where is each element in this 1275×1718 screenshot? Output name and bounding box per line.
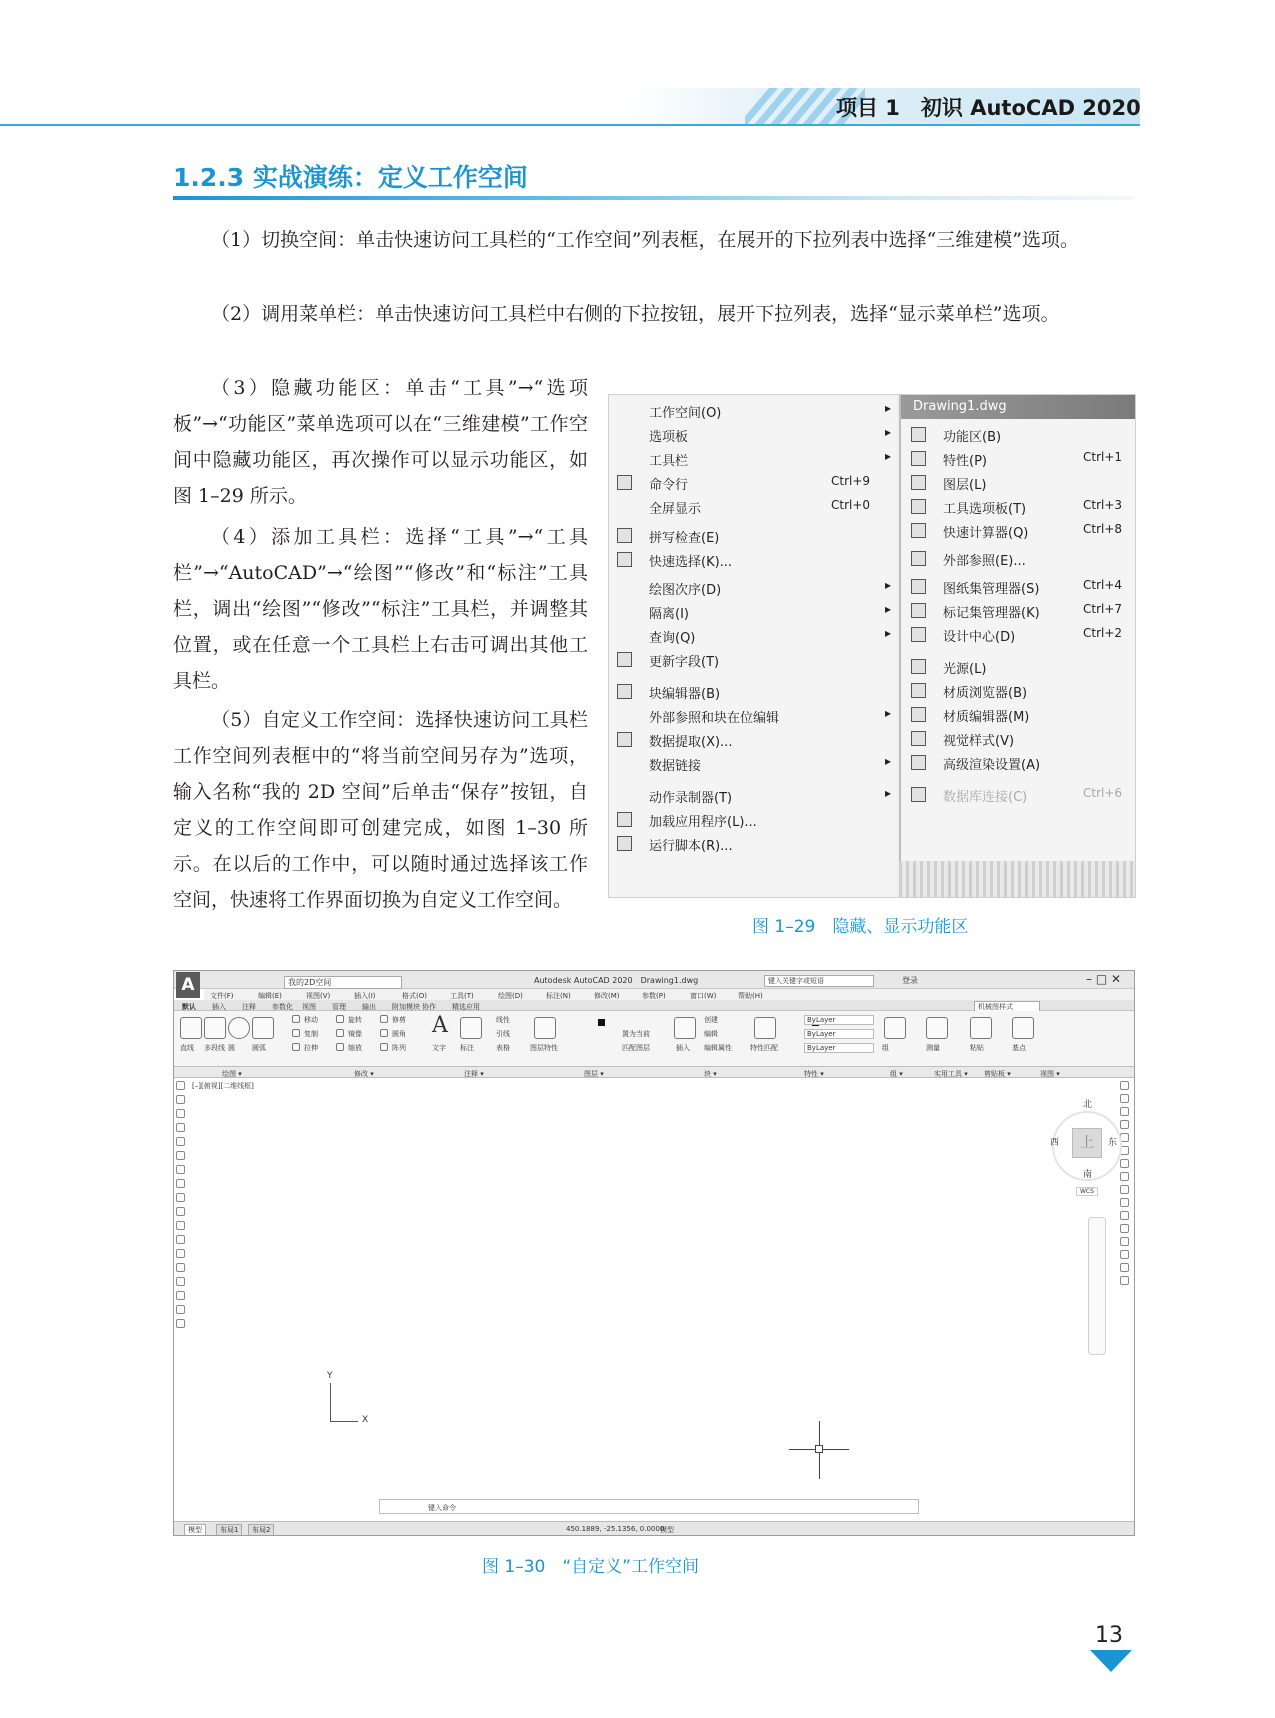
- palettes-submenu: [899, 395, 1136, 898]
- block-tool-label[interactable]: 编辑属性: [704, 1044, 732, 1052]
- menubar-item[interactable]: 插入(I): [354, 992, 376, 1000]
- submenu-item-shortcut: Ctrl+4: [1083, 578, 1123, 592]
- submenu-item-icon: [911, 755, 926, 770]
- paragraph-5: （5）自定义工作空间：选择快速访问工具栏工作空间列表框中的“将当前空间另存为”选项，输入名称“我的 2D 空间”后单击“保存”按钮，自定义的工作空间即可创建完成，如图 1–30 所示。在以后的工作中，可以随时通过选择该工作空间，快速将工作界面切换为自定义工作空间。: [173, 709, 588, 911]
- stretch-icon[interactable]: [1120, 1185, 1129, 1194]
- submenu-item-icon: [911, 731, 926, 746]
- cad-titlebar: [174, 971, 1134, 989]
- annotation-tool-label[interactable]: 线性: [496, 1016, 510, 1024]
- submenu-item-icon: [911, 627, 926, 642]
- polyline-icon[interactable]: [176, 1109, 185, 1118]
- login-link[interactable]: 登录: [902, 976, 918, 985]
- page-marker-triangle: [1090, 1650, 1132, 1672]
- annotation-tool-label[interactable]: 文字: [432, 1044, 446, 1052]
- menubar-item[interactable]: 绘图(D): [498, 992, 523, 1000]
- submenu-item-icon: [911, 475, 926, 490]
- modify-tool-label[interactable]: 旋转: [348, 1016, 362, 1024]
- modify-tool-label[interactable]: 圆角: [392, 1030, 406, 1038]
- submenu-item[interactable]: [901, 753, 1136, 773]
- annotation-tool-label[interactable]: 标注: [460, 1044, 474, 1052]
- running-header: 项目 1 初识 AutoCAD 2020: [836, 96, 1141, 120]
- paragraph-4: （4）添加工具栏：选择“工具”→“工具栏”→“AutoCAD”→“绘图”“修改”和“标注”工具栏，调出“绘图”“修改”“标注”工具栏，并调整其位置，或在任意一个工具栏上右击可调出其他工具栏。: [173, 526, 588, 692]
- menu-item-label: 隔离(I): [649, 607, 689, 622]
- draw-tool-label[interactable]: 直线: [180, 1044, 194, 1052]
- menubar-item[interactable]: 文件(F): [210, 992, 234, 1000]
- submenu-item-label: 视觉样式(V): [943, 734, 1015, 749]
- ribbon-tab[interactable]: 默认: [182, 1003, 196, 1011]
- block-icon[interactable]: [176, 1249, 185, 1258]
- trim-icon[interactable]: [1120, 1198, 1129, 1207]
- submenu-item-label: 工具选项板(T): [943, 502, 1027, 517]
- menubar-item[interactable]: 参数(P): [642, 992, 666, 1000]
- paste-icon[interactable]: [970, 1017, 992, 1039]
- menu-item[interactable]: [609, 626, 897, 646]
- submenu-item[interactable]: [901, 425, 1136, 445]
- panel-title[interactable]: 绘图 ▾: [222, 1070, 242, 1078]
- insert-icon[interactable]: [176, 1235, 185, 1244]
- chamfer-icon[interactable]: [1120, 1250, 1129, 1259]
- window-controls[interactable]: – □ ✕: [1086, 972, 1122, 986]
- menu-item-icon: [617, 684, 632, 699]
- navigation-bar[interactable]: [1088, 1217, 1106, 1355]
- menu-item-label: 外部参照和块在位编辑: [649, 711, 780, 726]
- layer-tool-label[interactable]: 图层特性: [530, 1044, 558, 1052]
- circle-icon[interactable]: [176, 1165, 185, 1174]
- panel-title[interactable]: 实用工具 ▾: [934, 1070, 968, 1078]
- cad-menubar: [204, 989, 1134, 1000]
- submenu-item-icon: [911, 579, 926, 594]
- paragraph-2: （2）调用菜单栏：单击快速访问工具栏中右侧的下拉按钮，展开下拉列表，选择“显示菜单栏”选项。: [211, 303, 1060, 325]
- modify-tool-label[interactable]: 阵列: [392, 1044, 406, 1052]
- tool-label[interactable]: 粘贴: [970, 1044, 984, 1052]
- submenu-arrow-icon: ▸: [885, 425, 892, 439]
- submenu-item-shortcut: Ctrl+8: [1083, 522, 1123, 536]
- ribbon-tab[interactable]: 协作: [422, 1003, 436, 1011]
- rectangle-icon[interactable]: [176, 1137, 185, 1146]
- submenu-item-label: 光源(L): [943, 662, 987, 677]
- menu-item[interactable]: [609, 526, 897, 546]
- layer-properties-icon[interactable]: [534, 1017, 556, 1039]
- menu-item[interactable]: [609, 602, 897, 622]
- submenu-item-shortcut: Ctrl+1: [1083, 450, 1123, 464]
- submenu-item[interactable]: [901, 549, 1136, 569]
- ribbon-tab[interactable]: 管理: [332, 1003, 346, 1011]
- menubar-item[interactable]: 窗口(W): [690, 992, 717, 1000]
- tools-menu: [609, 395, 897, 898]
- gradient-icon[interactable]: [176, 1291, 185, 1300]
- submenu-item-shortcut: Ctrl+2: [1083, 626, 1123, 640]
- submenu-item-label: 设计中心(D): [943, 630, 1016, 645]
- ucs-y-label: Y: [327, 1371, 333, 1381]
- menu-item[interactable]: [609, 730, 897, 750]
- menu-item[interactable]: [609, 754, 897, 774]
- modify-tool-icon[interactable]: [380, 1043, 388, 1051]
- break-icon[interactable]: [1120, 1224, 1129, 1233]
- modify-tool-label[interactable]: 复制: [304, 1030, 318, 1038]
- submenu-item[interactable]: [901, 473, 1136, 493]
- submenu-item[interactable]: [901, 449, 1136, 469]
- menu-item[interactable]: [609, 550, 897, 570]
- menu-item-label: 选项板: [649, 430, 689, 445]
- submenu-item-icon: [911, 707, 926, 722]
- mirror-icon[interactable]: [1120, 1107, 1129, 1116]
- insert-block-icon[interactable]: [674, 1017, 696, 1039]
- modify-tool-label[interactable]: 镜像: [348, 1030, 362, 1038]
- block-tool-label[interactable]: 插入: [676, 1044, 690, 1052]
- caption-figure-1-30: 图 1–30 “自定义”工作空间: [482, 1557, 699, 1577]
- layer-color-swatch: [598, 1019, 605, 1026]
- block-tool-label[interactable]: 创建: [704, 1016, 718, 1024]
- ucs-x-axis: [330, 1421, 358, 1422]
- menu-item-label: 数据链接: [649, 759, 702, 774]
- menu-item-label: 快速选择(K)...: [649, 555, 733, 570]
- section-rule: [173, 196, 1135, 200]
- line-icon[interactable]: [176, 1081, 185, 1090]
- submenu-item-label: 外部参照(E)...: [943, 554, 1026, 569]
- submenu-item-label: 特性(P): [943, 454, 987, 469]
- search-input[interactable]: 键入关键字或短语: [764, 975, 874, 987]
- revcloud-icon[interactable]: [176, 1179, 185, 1188]
- line-tool-icon[interactable]: [180, 1017, 202, 1039]
- submenu-item-label: 数据库连接(C): [943, 790, 1028, 805]
- copy-icon[interactable]: [1120, 1094, 1129, 1103]
- status-bar: [174, 1521, 1134, 1535]
- crosshair-pickbox: [815, 1445, 823, 1453]
- menu-item-label: 更新字段(T): [649, 655, 720, 670]
- menu-item[interactable]: [609, 650, 897, 670]
- modify-tool-label[interactable]: 缩放: [348, 1044, 362, 1052]
- menu-item[interactable]: [609, 473, 897, 493]
- command-line[interactable]: [379, 1499, 919, 1514]
- menu-item-icon: [617, 528, 632, 543]
- ribbon-tab[interactable]: 视图: [302, 1003, 316, 1011]
- submenu-item-shortcut: Ctrl+3: [1083, 498, 1123, 512]
- submenu-item[interactable]: [901, 601, 1136, 621]
- submenu-item[interactable]: [901, 729, 1136, 749]
- property-tool-label[interactable]: 特性匹配: [750, 1044, 778, 1052]
- dimension-tool-icon[interactable]: [460, 1017, 482, 1039]
- ribbon: [174, 1011, 1134, 1067]
- workspace-dropdown[interactable]: 我的2D空间: [284, 976, 402, 989]
- submenu-item-icon: [911, 499, 926, 514]
- command-input[interactable]: 键入命令: [428, 1504, 456, 1512]
- menu-item[interactable]: [609, 401, 897, 421]
- ribbon-tab[interactable]: 插入: [212, 1003, 226, 1011]
- menubar-item[interactable]: 编辑(E): [258, 992, 282, 1000]
- menubar-item[interactable]: 修改(M): [594, 992, 620, 1000]
- menu-item-label: 工作空间(O): [649, 406, 722, 421]
- submenu-arrow-icon: ▸: [885, 449, 892, 463]
- submenu-item[interactable]: [901, 521, 1136, 541]
- draw-tool-label[interactable]: 圆: [228, 1044, 235, 1052]
- menu-item-label: 命令行: [649, 478, 689, 493]
- modify-tool-icon[interactable]: [336, 1015, 344, 1023]
- modify-tool-icon[interactable]: [292, 1015, 300, 1023]
- menu-item-label: 全屏显示: [649, 502, 702, 517]
- menubar-item[interactable]: 帮助(H): [738, 992, 763, 1000]
- layer-tool-label[interactable]: 匹配图层: [622, 1044, 650, 1052]
- ribbon-panel-titles: [174, 1067, 1134, 1078]
- status-model-button[interactable]: 模型: [660, 1526, 674, 1534]
- submenu-arrow-icon: ▸: [885, 786, 892, 800]
- ellipse-icon[interactable]: [176, 1207, 185, 1216]
- viewport-label[interactable]: [–][俯视][二维线框]: [192, 1082, 254, 1090]
- ucs-x-label: X: [362, 1415, 369, 1425]
- join-icon[interactable]: [1120, 1237, 1129, 1246]
- annotation-tool-label[interactable]: 表格: [496, 1044, 510, 1052]
- panel-title[interactable]: 剪贴板 ▾: [984, 1070, 1011, 1078]
- menu-item[interactable]: [609, 682, 897, 702]
- submenu-item[interactable]: [901, 681, 1136, 701]
- scale-icon[interactable]: [1120, 1172, 1129, 1181]
- coordinate-readout[interactable]: 450.1889, -25.1356, 0.0000: [566, 1525, 665, 1533]
- ribbon-tab[interactable]: 参数化: [272, 1003, 293, 1011]
- section-title: 1.2.3 实战演练：定义工作空间: [173, 163, 528, 192]
- erase-icon[interactable]: [1120, 1081, 1129, 1090]
- autocad-logo-icon[interactable]: A: [176, 972, 200, 998]
- menu-item-label: 数据提取(X)...: [649, 735, 733, 750]
- submenu-item-label: 快速计算器(Q): [943, 526, 1029, 541]
- panel-title[interactable]: 特性 ▾: [804, 1070, 824, 1078]
- menu-item-shortcut: Ctrl+9: [831, 474, 871, 488]
- page-number: 13: [1095, 1623, 1123, 1648]
- offset-icon[interactable]: [1120, 1120, 1129, 1129]
- table-icon[interactable]: [176, 1319, 185, 1328]
- menu-item-label: 绘图次序(D): [649, 583, 722, 598]
- submenu-arrow-icon: ▸: [885, 754, 892, 768]
- submenu-item-icon: [911, 659, 926, 674]
- paragraph-1: （1）切换空间：单击快速访问工具栏的“工作空间”列表框，在展开的下拉列表中选择“三维建模”选项。: [211, 229, 1079, 251]
- arc-icon[interactable]: [176, 1151, 185, 1160]
- modify-tool-label[interactable]: 移动: [304, 1016, 318, 1024]
- text-tool-icon[interactable]: A: [432, 1013, 448, 1038]
- menu-item[interactable]: [609, 497, 897, 517]
- submenu-item-label: 标记集管理器(K): [943, 606, 1040, 621]
- extend-icon[interactable]: [1120, 1211, 1129, 1220]
- match-properties-icon[interactable]: [754, 1017, 776, 1039]
- panel-title[interactable]: 组 ▾: [890, 1070, 903, 1078]
- menu-item-icon: [617, 475, 632, 490]
- submenu-item-icon: [911, 787, 926, 802]
- figure-autocad-window: [173, 970, 1135, 1536]
- menu-item-icon: [617, 836, 632, 851]
- style-dropdown[interactable]: 机械图样式: [974, 1001, 1040, 1013]
- menu-item-label: 工具栏: [649, 454, 689, 469]
- menu-item-icon: [617, 732, 632, 747]
- modify-tool-icon[interactable]: [336, 1029, 344, 1037]
- menubar-item[interactable]: 格式(O): [402, 992, 427, 1000]
- submenu-item[interactable]: [901, 625, 1136, 645]
- paragraph-3: （3）隐藏功能区：单击“工具”→“选项板”→“功能区”菜单选项可以在“三维建模”工作空间中隐藏功能区，再次操作可以显示功能区，如图 1–29 所示。: [173, 377, 588, 507]
- modify-tool-icon[interactable]: [292, 1043, 300, 1051]
- fillet-icon[interactable]: [1120, 1263, 1129, 1272]
- submenu-item[interactable]: [901, 657, 1136, 677]
- submenu-arrow-icon: ▸: [885, 626, 892, 640]
- ucs-y-axis: [330, 1383, 331, 1421]
- layout-tab[interactable]: 模型: [184, 1524, 206, 1536]
- layer-tool-label[interactable]: 置为当前: [622, 1030, 650, 1038]
- property-dropdown[interactable]: ByLayer: [804, 1029, 874, 1039]
- panel-title[interactable]: 修改 ▾: [354, 1070, 374, 1078]
- modify-tool-icon[interactable]: [336, 1043, 344, 1051]
- point-icon[interactable]: [176, 1263, 185, 1272]
- region-icon[interactable]: [176, 1305, 185, 1314]
- menu-item-label: 拼写检查(E): [649, 531, 720, 546]
- panel-title[interactable]: 图层 ▾: [584, 1070, 604, 1078]
- menu-item[interactable]: [609, 834, 897, 854]
- submenu-item[interactable]: [901, 497, 1136, 517]
- modify-tool-label[interactable]: 修剪: [392, 1016, 406, 1024]
- submenu-arrow-icon: ▸: [885, 401, 892, 415]
- viewcube-east[interactable]: 东: [1108, 1138, 1118, 1148]
- measure-icon[interactable]: [926, 1017, 948, 1039]
- rotate-icon[interactable]: [1120, 1159, 1129, 1168]
- layout-tab[interactable]: 布局2: [248, 1524, 274, 1536]
- viewcube-south[interactable]: 南: [1083, 1170, 1093, 1180]
- spline-icon[interactable]: [176, 1193, 185, 1202]
- submenu-item-icon: [911, 523, 926, 538]
- submenu-arrow-icon: ▸: [885, 706, 892, 720]
- header-rule: [0, 124, 1140, 126]
- menu-item[interactable]: [609, 786, 897, 806]
- modify-tool-icon[interactable]: [380, 1015, 388, 1023]
- menu-item-label: 加载应用程序(L)...: [649, 815, 757, 830]
- explode-icon[interactable]: [1120, 1276, 1129, 1285]
- submenu-item[interactable]: [901, 577, 1136, 597]
- circle-tool-icon[interactable]: [228, 1017, 250, 1039]
- modify-tool-label[interactable]: 拉伸: [304, 1044, 318, 1052]
- menu-item-label: 运行脚本(R)...: [649, 839, 733, 854]
- property-dropdown[interactable]: ByLayer: [804, 1015, 874, 1025]
- submenu-item[interactable]: [901, 705, 1136, 725]
- submenu-item-icon: [911, 451, 926, 466]
- block-tool-label[interactable]: 编辑: [704, 1030, 718, 1038]
- tool-label[interactable]: 测量: [926, 1044, 940, 1052]
- ribbon-tab[interactable]: 输出: [362, 1003, 376, 1011]
- submenu-item-label: 材质编辑器(M): [943, 710, 1030, 725]
- modify-tool-icon[interactable]: [292, 1029, 300, 1037]
- polyline-tool-icon[interactable]: [204, 1017, 226, 1039]
- menu-item[interactable]: [609, 425, 897, 445]
- submenu-item-label: 高级渲染设置(A): [943, 758, 1041, 773]
- draw-tool-label[interactable]: 多段线: [204, 1044, 225, 1052]
- menu-item[interactable]: [609, 578, 897, 598]
- submenu-drawing-title: Drawing1.dwg: [901, 395, 1136, 419]
- viewcube-west[interactable]: 西: [1050, 1138, 1060, 1148]
- ribbon-tab[interactable]: 精选应用: [452, 1003, 480, 1011]
- submenu-item-shortcut: Ctrl+6: [1083, 786, 1123, 800]
- submenu-item-label: 材质浏览器(B): [943, 686, 1028, 701]
- property-dropdown[interactable]: ByLayer: [804, 1043, 874, 1053]
- menu-item-label: 动作录制器(T): [649, 791, 733, 806]
- submenu-arrow-icon: ▸: [885, 602, 892, 616]
- drawing-background: [899, 861, 1136, 898]
- submenu-item[interactable]: [901, 785, 1136, 805]
- submenu-item-icon: [911, 427, 926, 442]
- menu-item-icon: [617, 552, 632, 567]
- menubar-item[interactable]: 视图(V): [306, 992, 331, 1000]
- draw-toolbar: [176, 1081, 188, 1349]
- polygon-icon[interactable]: [176, 1123, 185, 1132]
- caption-figure-1-29: 图 1–29 隐藏、显示功能区: [752, 917, 969, 937]
- menu-item-label: 块编辑器(B): [649, 687, 721, 702]
- submenu-item-shortcut: Ctrl+7: [1083, 602, 1123, 616]
- modify-toolbar: [1120, 1081, 1132, 1331]
- menubar-item[interactable]: 工具(T): [450, 992, 474, 1000]
- figure-tools-menu: [608, 394, 1136, 898]
- layout-tab[interactable]: 布局1: [216, 1524, 242, 1536]
- xline-icon[interactable]: [176, 1095, 185, 1104]
- panel-title[interactable]: 注释 ▾: [464, 1070, 484, 1078]
- submenu-item-label: 功能区(B): [943, 430, 1002, 445]
- menu-item-shortcut: Ctrl+0: [831, 498, 871, 512]
- group-icon[interactable]: [884, 1017, 906, 1039]
- menu-item-label: 查询(Q): [649, 631, 696, 646]
- ellipse-arc-icon[interactable]: [176, 1221, 185, 1230]
- submenu-item-label: 图层(L): [943, 478, 987, 493]
- ribbon-tab[interactable]: 注释: [242, 1003, 256, 1011]
- menu-item-icon: [617, 812, 632, 827]
- menu-item[interactable]: [609, 449, 897, 469]
- menu-item[interactable]: [609, 810, 897, 830]
- submenu-item-icon: [911, 683, 926, 698]
- submenu-arrow-icon: ▸: [885, 578, 892, 592]
- viewcube-top[interactable]: 上: [1072, 1128, 1102, 1158]
- tool-label[interactable]: 基点: [1012, 1044, 1026, 1052]
- base-point-icon[interactable]: [1012, 1017, 1034, 1039]
- ribbon-tabs: [174, 1000, 1134, 1011]
- tool-label[interactable]: 组: [882, 1044, 889, 1052]
- menubar-item[interactable]: 标注(N): [546, 992, 571, 1000]
- annotation-tool-label[interactable]: 引线: [496, 1030, 510, 1038]
- hatch-icon[interactable]: [176, 1277, 185, 1286]
- submenu-item-icon: [911, 551, 926, 566]
- modify-tool-icon[interactable]: [380, 1029, 388, 1037]
- submenu-item-icon: [911, 603, 926, 618]
- ribbon-tab[interactable]: 附加模块: [392, 1003, 420, 1011]
- viewcube-north[interactable]: 北: [1083, 1100, 1093, 1110]
- menu-item-icon: [617, 652, 632, 667]
- wcs-menu[interactable]: WCS: [1076, 1187, 1098, 1196]
- menu-item[interactable]: [609, 706, 897, 726]
- submenu-item-label: 图纸集管理器(S): [943, 582, 1040, 597]
- arc-tool-icon[interactable]: [252, 1017, 274, 1039]
- draw-tool-label[interactable]: 圆弧: [252, 1044, 266, 1052]
- panel-title[interactable]: 视图 ▾: [1040, 1070, 1060, 1078]
- window-title: Autodesk AutoCAD 2020 Drawing1.dwg: [534, 976, 699, 985]
- panel-title[interactable]: 块 ▾: [704, 1070, 717, 1078]
